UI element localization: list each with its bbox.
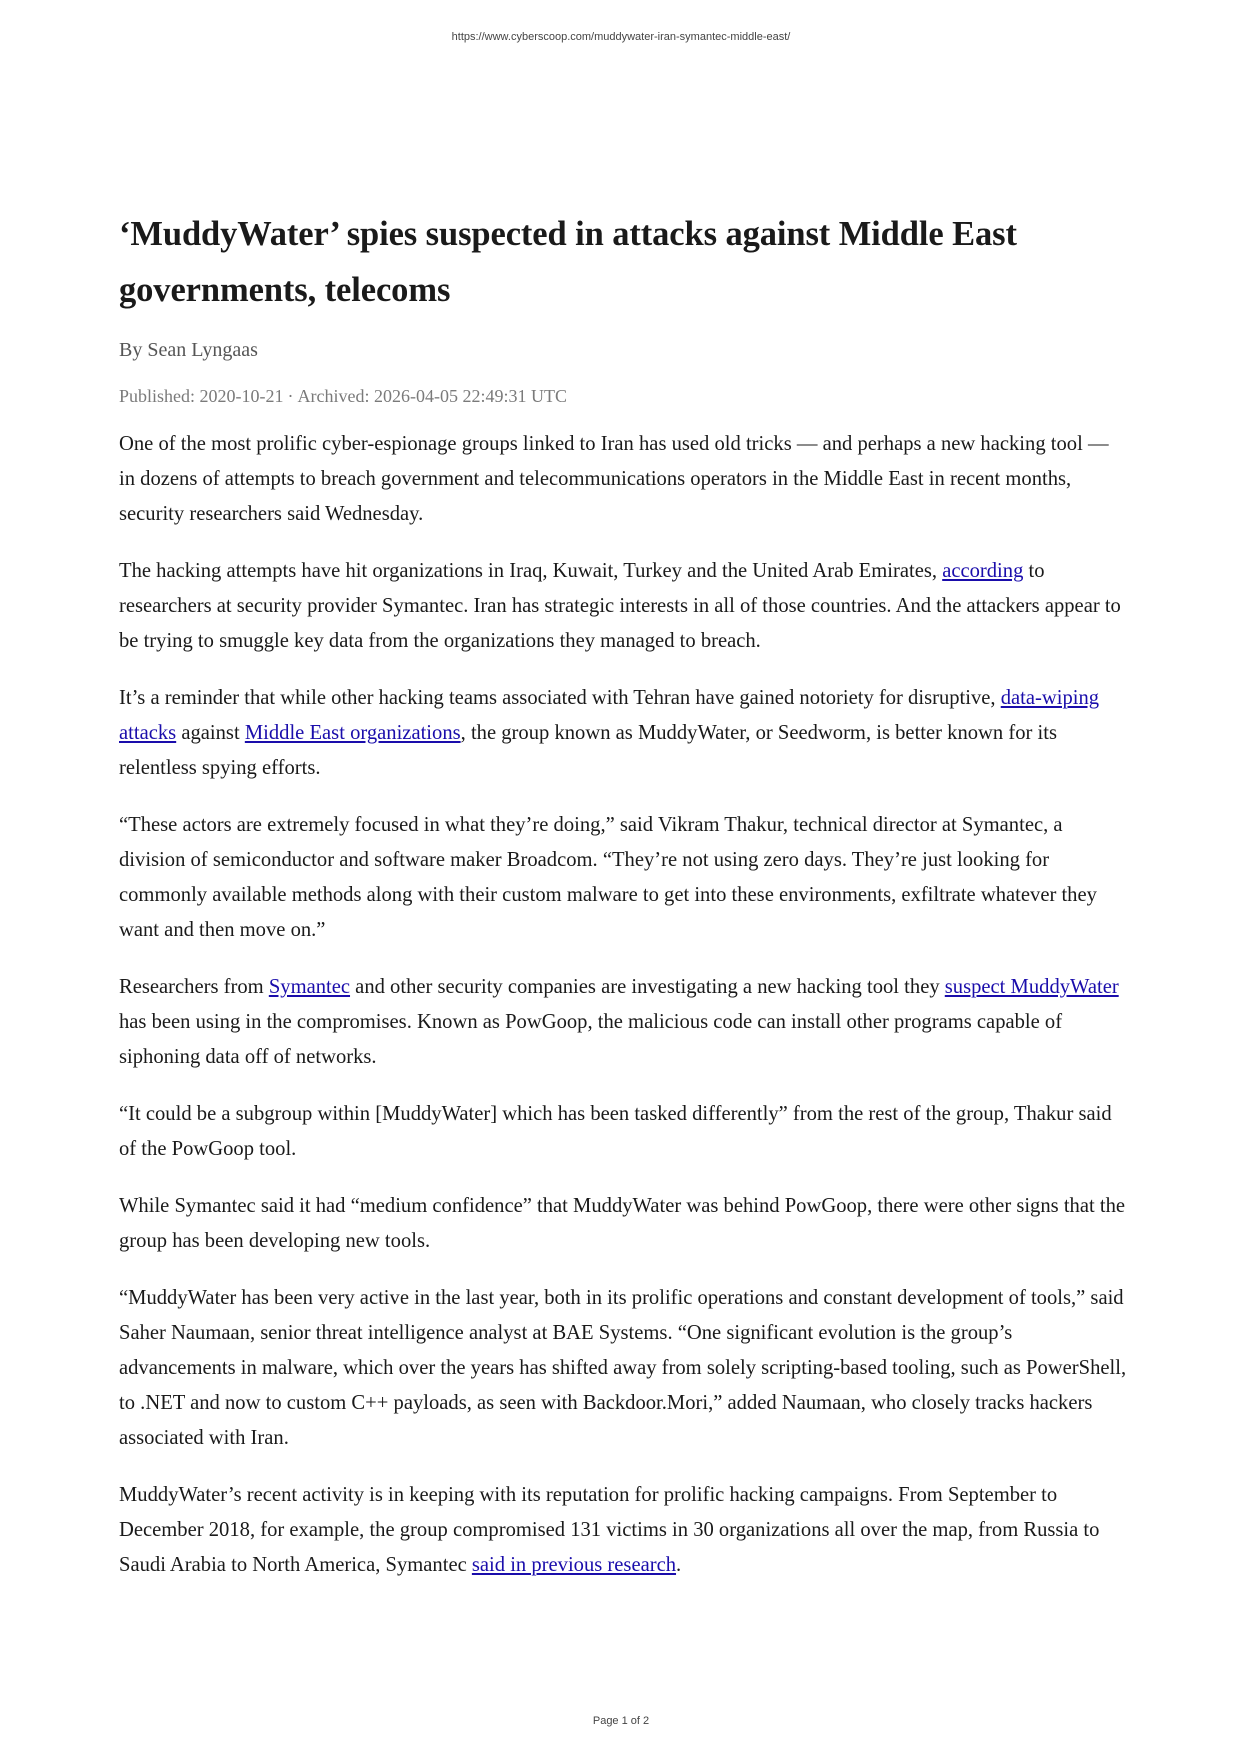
paragraph-1: One of the most prolific cyber-espionage groups linked to Iran has used old tricks — and perhaps a new hacking tool — in dozens of attempts to breach government and telecommunications operators in the Middle East in recent months, security researchers said Wednesday. (119, 433, 1109, 525)
paragraph-4: “These actors are extremely focused in what they’re doing,” said Vikram Thakur, technical director at Symantec, a division of semiconductor and software maker Broadcom. “They’re not using zero days. They’re just looking for commonly available methods along with their custom malware to get into these environments, exfiltrate whatever they want and then move on.” (119, 814, 1097, 941)
link-data-wiping-attacks[interactable]: data-wiping attacks (119, 687, 1100, 744)
published-date: Published: 2020-10-21 (119, 386, 284, 406)
source-url: https://www.cyberscoop.com/muddywater-iran-symantec-middle-east/ (451, 31, 791, 43)
paragraph-5 (119, 970, 1129, 1075)
paragraph-text: to researchers at security provider Symantec. Iran has strategic interests in all of those countries. And the attackers appear to be trying to smuggle key data from the organizations they managed to breach. (119, 560, 1121, 652)
paragraph-text: and other security companies are investigating a new hacking tool they (350, 976, 945, 998)
paragraph-text: MuddyWater’s recent activity is in keeping with its reputation for prolific hacking campaigns. From September to December 2018, for example, the group compromised 131 victims in 30 organizations all over the map, from Russia to Saudi Arabia to North America, Symantec (119, 1484, 1100, 1576)
publication-meta (119, 385, 1129, 407)
link-according[interactable]: according (942, 560, 1024, 582)
paragraph-2 (119, 554, 1129, 659)
link-symantec[interactable]: Symantec (268, 976, 351, 998)
byline: By Sean Lyngaas (119, 339, 258, 361)
paragraph-text: , the group known as MuddyWater, or Seedworm, is better known for its relentless spying efforts. (119, 722, 1057, 779)
article (119, 206, 1129, 1605)
page-number: Page 1 of 2 (592, 1715, 650, 1727)
paragraph-9 (119, 1478, 1129, 1583)
paragraph-text: . (676, 1554, 682, 1576)
paragraph-text: It’s a reminder that while other hacking teams associated with Tehran have gained notoriety for disruptive, (119, 687, 1001, 709)
archived-date: Archived: 2026-04-05 22:49:31 UTC (297, 386, 567, 406)
article-body (119, 427, 1129, 1583)
paragraph-text: against (176, 722, 245, 744)
link-said-in-previous-research[interactable]: said in previous research (471, 1554, 677, 1576)
paragraph-text: has been using in the compromises. Known as PowGoop, the malicious code can install other programs capable of siphoning data off of networks. (119, 1011, 1063, 1068)
paragraph-8: “MuddyWater has been very active in the last year, both in its prolific operations and constant development of tools,” said Saher Naumaan, senior threat intelligence analyst at BAE Systems. “One significant evolution is the group’s advancements in malware, which over the years has shifted away from solely scripting-based tooling, such as PowerShell, to .NET and now to custom C++ payloads, as seen with Backdoor.Mori,” added Naumaan, who closely tracks hackers associated with Iran. (119, 1287, 1127, 1449)
article-title: ‘MuddyWater’ spies suspected in attacks against Middle East governments, telecoms (119, 215, 1017, 309)
paragraph-6: “It could be a subgroup within [MuddyWater] which has been tasked differently” from the rest of the group, Thakur said of the PowGoop tool. (119, 1103, 1112, 1160)
link-suspect-muddywater[interactable]: suspect MuddyWater (944, 976, 1119, 998)
link-middle-east-organizations[interactable]: Middle East organizations (244, 722, 461, 744)
paragraph-text: The hacking attempts have hit organizations in Iraq, Kuwait, Turkey and the United Arab Emirates, (119, 560, 943, 582)
paragraph-3 (119, 681, 1129, 786)
paragraph-text: Researchers from (119, 976, 269, 998)
meta-separator: · (287, 386, 294, 406)
paragraph-7: While Symantec said it had “medium confidence” that MuddyWater was behind PowGoop, there were other signs that the group has been developing new tools. (119, 1195, 1126, 1252)
